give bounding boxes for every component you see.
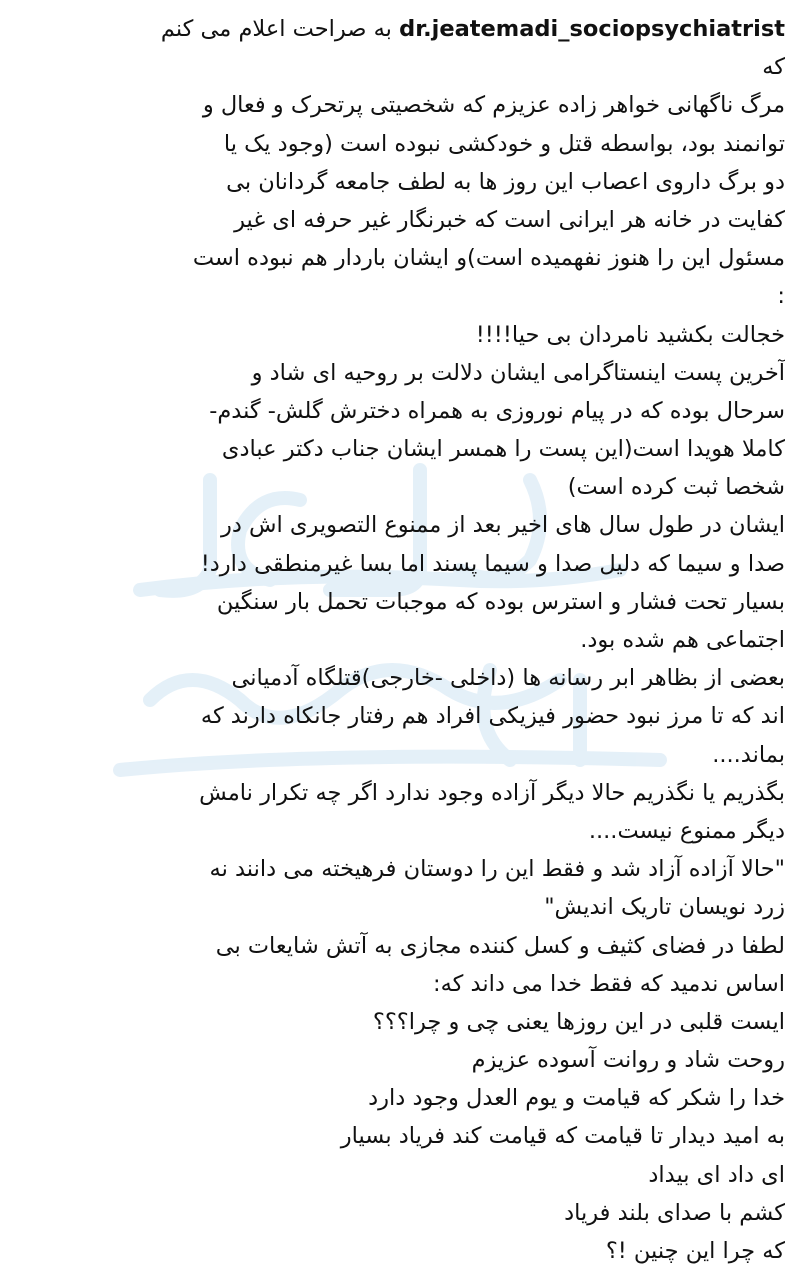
caption-line: صدا و سیما که دلیل صدا و سیما پسند اما بسا غیرمنطقی دارد! — [200, 550, 785, 577]
caption-line: آخرین پست اینستاگرامی ایشان دلالت بر روحیه ای شاد و — [251, 359, 785, 386]
caption-line: بگذریم یا نگذریم حالا دیگر آزاده وجود ندارد اگر چه تکرار نامش — [199, 779, 785, 806]
post-caption — [18, 10, 785, 1270]
caption-line: : — [777, 283, 785, 310]
caption-line: بسیار تحت فشار و استرس بوده که موجبات تحمل بار سنگین — [216, 588, 785, 615]
caption-line: خجالت بکشید نامردان بی حیا!!!! — [475, 321, 785, 348]
caption-line: که چرا این چنین !؟ — [605, 1238, 785, 1264]
caption-line: اند که تا مرز نبود حضور فیزیکی افراد هم رفتار جانکاه دارند که — [200, 703, 785, 730]
caption-line: توانمند بود، بواسطه قتل و خودکشی نبوده است (وجود یک یا — [223, 130, 785, 157]
username-link[interactable]: dr.jeatemadi_sociopsychiatrist — [399, 16, 785, 42]
caption-line: بماند.... — [712, 741, 785, 768]
caption-line: زرد نویسان تاریک اندیش" — [544, 894, 785, 921]
caption-line: به صراحت اعلام می کنم — [160, 16, 392, 42]
caption-line: "حالا آزاده آزاد شد و فقط این را دوستان فرهیخته می دانند نه — [209, 856, 785, 883]
caption-line: دیگر ممنوع نیست.... — [588, 817, 785, 844]
caption-line: شخصا ثبت کرده است) — [567, 474, 785, 501]
caption-header-line — [18, 10, 785, 48]
caption-line: ایشان در طول سال های اخیر بعد از ممنوع التصویری اش در — [220, 512, 785, 539]
caption-line: به امید دیدار تا قیامت که قیامت کند فریاد بسیار — [340, 1123, 785, 1150]
caption-line: سرحال بوده که در پیام نوروزی به همراه دخترش گلش- گندم- — [209, 397, 785, 424]
caption-line: مسئول این را هنوز نفهمیده است)و ایشان باردار هم نبوده است — [192, 245, 785, 272]
caption-line: ایست قلبی در این روزها یعنی چی و چرا؟؟؟ — [372, 1008, 785, 1035]
caption-line: مرگ ناگهانی خواهر زاده عزیزم که شخصیتی پرتحرک و فعال و — [202, 92, 785, 119]
caption-line: بعضی از بظاهر ابر رسانه ها (داخلی -خارجی)قتلگاه آدمیانی — [231, 665, 785, 692]
caption-line: اجتماعی هم شده بود. — [580, 627, 785, 653]
caption-line: که — [762, 54, 785, 81]
caption-line: خدا را شکر که قیامت و یوم العدل وجود دارد — [368, 1085, 785, 1112]
caption-line: اساس ندمید که فقط خدا می داند که: — [433, 970, 785, 997]
caption-line: لطفا در فضای کثیف و کسل کننده مجازی به آتش شایعات بی — [215, 932, 785, 959]
caption-line: ای داد ای بیداد — [648, 1161, 785, 1188]
caption-line: کشم با صدای بلند فریاد — [564, 1199, 785, 1226]
caption-line: کاملا هویدا است(این پست را همسر ایشان جناب دکتر عبادی — [221, 436, 785, 463]
caption-line: دو برگ داروی اعصاب این روز ها به لطف جامعه گردانان بی — [226, 168, 785, 195]
caption-line: کفایت در خانه هر ایرانی است که خبرنگار غیر حرفه ای غیر — [234, 206, 785, 233]
caption-line: روحت شاد و روانت آسوده عزیزم — [471, 1047, 785, 1074]
